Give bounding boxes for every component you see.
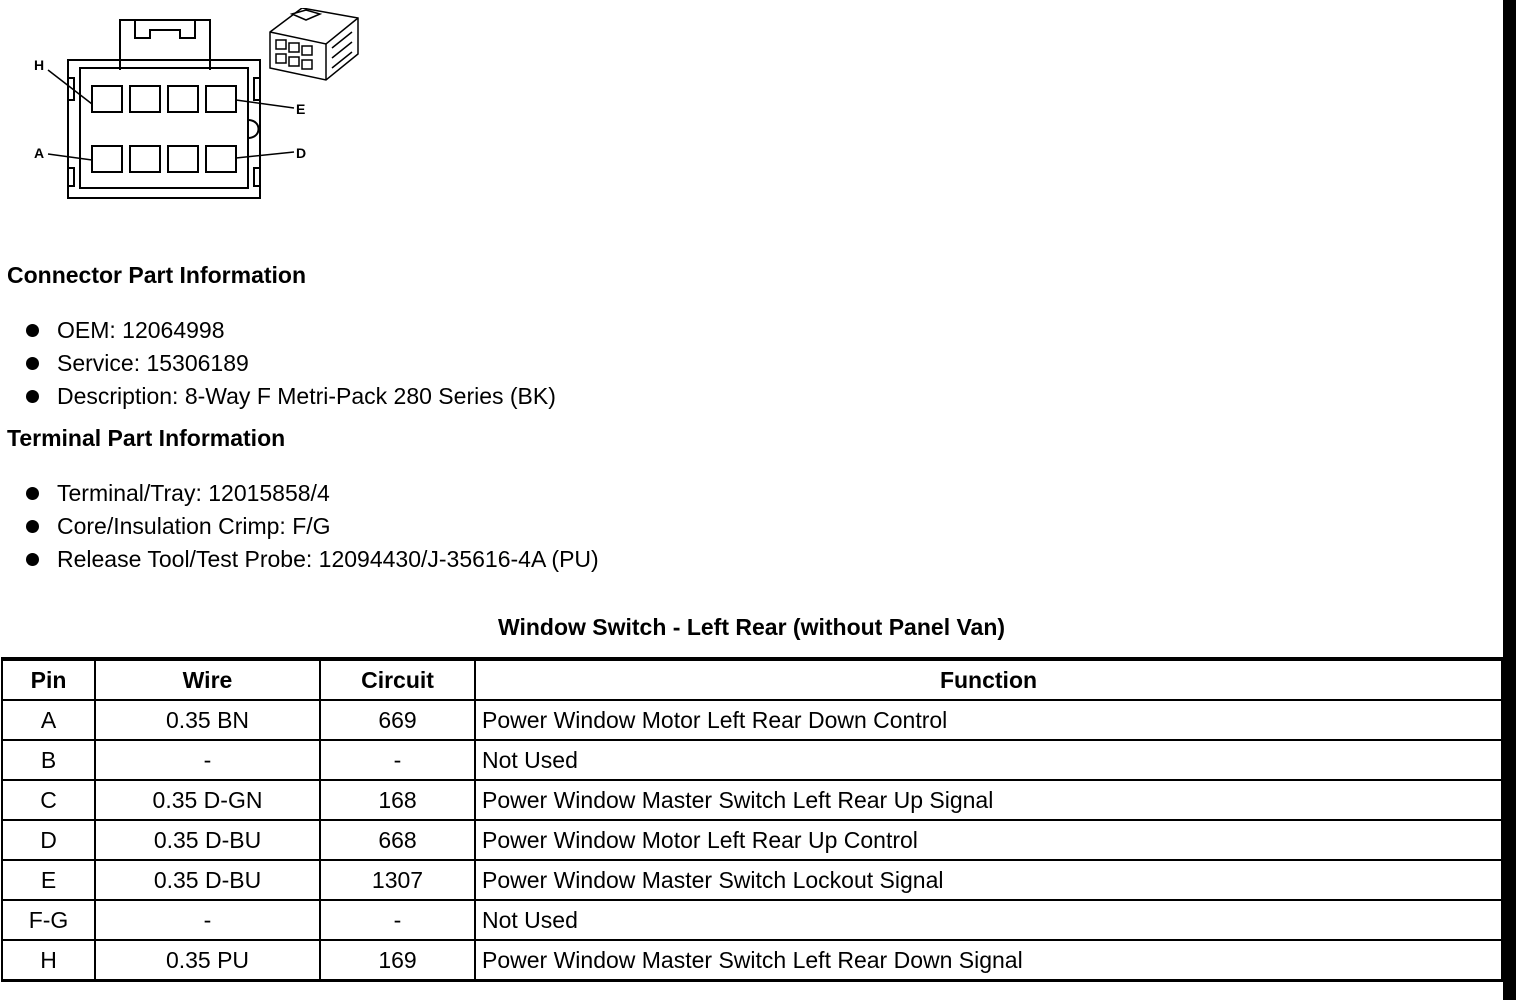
list-item-text: Description: 8-Way F Metri-Pack 280 Series (BK) — [57, 383, 556, 409]
pin-label-d: D — [296, 145, 307, 161]
function-cell: Not Used — [475, 740, 1502, 780]
list-item — [26, 352, 556, 385]
pin-cell: F-G — [2, 900, 95, 940]
list-item-text: Terminal/Tray: 12015858/4 — [57, 480, 330, 506]
wire-cell: - — [95, 900, 320, 940]
pin-cell: C — [2, 780, 95, 820]
table-header-row — [2, 659, 1502, 700]
table-title: Window Switch - Left Rear (without Panel Van) — [497, 614, 1006, 640]
pin-cell: E — [2, 860, 95, 900]
function-cell: Power Window Master Switch Left Rear Down Signal — [475, 940, 1502, 981]
bullet-icon — [26, 390, 39, 403]
pin-cell: A — [2, 700, 95, 740]
pin-label-e: E — [296, 101, 306, 117]
bullet-icon — [26, 553, 39, 566]
function-cell: Power Window Motor Left Rear Up Control — [475, 820, 1502, 860]
terminal-part-list — [26, 482, 599, 581]
list-item-text: Service: 15306189 — [57, 350, 249, 376]
list-item-text: OEM: 12064998 — [57, 317, 225, 343]
right-edge-rule — [1503, 0, 1516, 1000]
table-row — [2, 700, 1502, 740]
table-row — [2, 860, 1502, 900]
list-item-text: Release Tool/Test Probe: 12094430/J-35616-4A (PU) — [57, 546, 599, 572]
list-item — [26, 548, 599, 581]
wire-cell: 0.35 D-BU — [95, 860, 320, 900]
bullet-icon — [26, 324, 39, 337]
pin-cell: H — [2, 940, 95, 981]
column-header-function: Function — [475, 659, 1502, 700]
pinout-table — [1, 657, 1503, 982]
list-item — [26, 319, 556, 352]
connector-part-heading: Connector Part Information — [7, 262, 307, 288]
list-item — [26, 385, 556, 418]
function-cell: Power Window Motor Left Rear Down Control — [475, 700, 1502, 740]
list-item — [26, 515, 599, 548]
list-item — [26, 482, 599, 515]
bullet-icon — [26, 520, 39, 533]
wire-cell: 0.35 PU — [95, 940, 320, 981]
bullet-icon — [26, 487, 39, 500]
column-header-pin: Pin — [2, 659, 95, 700]
terminal-part-heading: Terminal Part Information — [7, 425, 286, 451]
circuit-cell: 168 — [320, 780, 475, 820]
table-row — [2, 940, 1502, 981]
circuit-cell: - — [320, 740, 475, 780]
bullet-icon — [26, 357, 39, 370]
column-header-circuit: Circuit — [320, 659, 475, 700]
function-cell: Power Window Master Switch Lockout Signal — [475, 860, 1502, 900]
table-row — [2, 740, 1502, 780]
pin-cell: D — [2, 820, 95, 860]
circuit-cell: 669 — [320, 700, 475, 740]
function-cell: Not Used — [475, 900, 1502, 940]
connector-diagram — [30, 8, 370, 213]
circuit-cell: 1307 — [320, 860, 475, 900]
wire-cell: 0.35 D-BU — [95, 820, 320, 860]
wire-cell: 0.35 D-GN — [95, 780, 320, 820]
circuit-cell: - — [320, 900, 475, 940]
list-item-text: Core/Insulation Crimp: F/G — [57, 513, 331, 539]
column-header-wire: Wire — [95, 659, 320, 700]
table-row — [2, 900, 1502, 940]
pin-label-a: A — [34, 145, 45, 161]
pin-label-h: H — [34, 57, 45, 73]
connector-part-list — [26, 319, 556, 418]
circuit-cell: 668 — [320, 820, 475, 860]
connector-isometric-icon — [270, 8, 358, 80]
function-cell: Power Window Master Switch Left Rear Up Signal — [475, 780, 1502, 820]
wire-cell: - — [95, 740, 320, 780]
table-row — [2, 820, 1502, 860]
circuit-cell: 169 — [320, 940, 475, 981]
table-row — [2, 780, 1502, 820]
wire-cell: 0.35 BN — [95, 700, 320, 740]
pin-cell: B — [2, 740, 95, 780]
